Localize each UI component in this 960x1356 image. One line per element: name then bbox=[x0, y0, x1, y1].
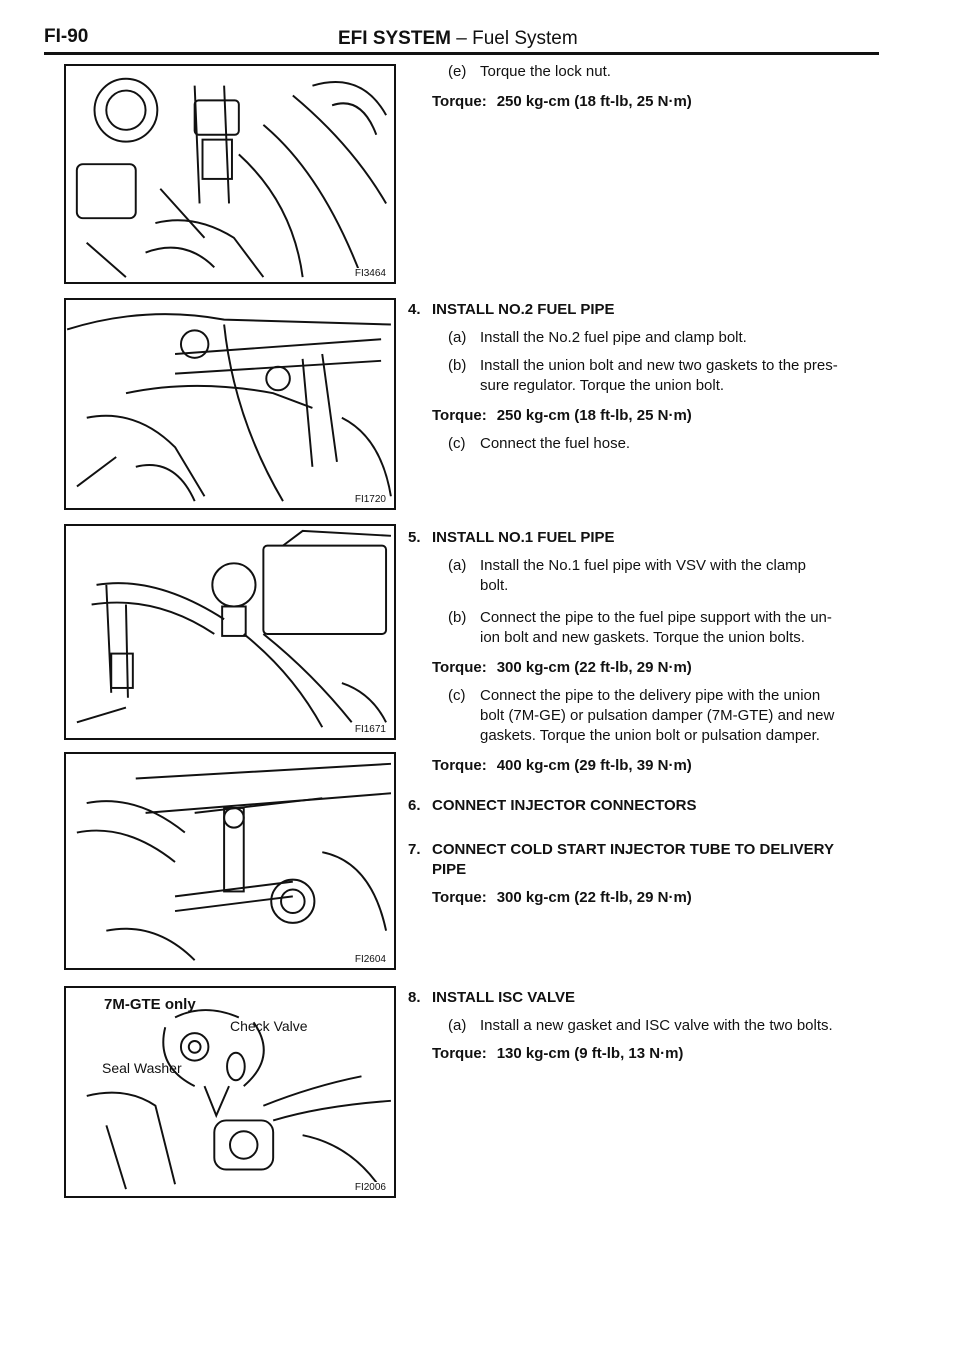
sub-text: Connect the pipe to the delivery pipe with the union bbox=[480, 687, 821, 704]
sub-text: Install a new gasket and ISC valve with the two bolts. bbox=[480, 1017, 833, 1034]
step-heading: CONNECT COLD START INJECTOR TUBE TO DELIVERY bbox=[432, 841, 834, 858]
sub-text-cont: bolt. bbox=[480, 577, 509, 594]
torque-label: Torque: bbox=[432, 659, 487, 676]
torque-label: Torque: bbox=[432, 93, 487, 110]
torque-spec bbox=[432, 406, 692, 426]
step-heading: INSTALL NO.1 FUEL PIPE bbox=[432, 529, 615, 546]
figure-code: FI2006 bbox=[354, 1182, 386, 1193]
torque-value: 130 kg-cm (9 ft-lb, 13 N·m) bbox=[496, 1045, 684, 1062]
sub-text: Install the union bolt and new two gaskets to the pres- bbox=[480, 357, 838, 374]
torque-spec bbox=[432, 1044, 683, 1064]
torque-value: 400 kg-cm (29 ft-lb, 39 N·m) bbox=[496, 757, 692, 774]
sub-label: (a) bbox=[448, 1017, 467, 1034]
figure-no2-fuel-pipe bbox=[64, 298, 396, 510]
torque-label: Torque: bbox=[432, 1045, 487, 1062]
torque-label: Torque: bbox=[432, 407, 487, 424]
torque-value: 300 kg-cm (22 ft-lb, 29 N·m) bbox=[496, 889, 692, 906]
torque-label: Torque: bbox=[432, 757, 487, 774]
figure-code: FI1720 bbox=[354, 494, 386, 505]
sub-text: Install the No.2 fuel pipe and clamp bolt. bbox=[480, 329, 747, 346]
callout-7m-gte-only: 7M-GTE only bbox=[104, 996, 196, 1013]
sub-text-cont: sure regulator. Torque the union bolt. bbox=[480, 377, 725, 394]
header-rule bbox=[44, 52, 879, 55]
callout-seal-washer: Seal Washer bbox=[102, 1060, 182, 1076]
torque-value: 300 kg-cm (22 ft-lb, 29 N·m) bbox=[496, 659, 692, 676]
figure-no1-fuel-pipe bbox=[64, 524, 396, 740]
page-number: FI-90 bbox=[44, 26, 89, 47]
torque-label: Torque: bbox=[432, 889, 487, 906]
sub-label: (b) bbox=[448, 357, 467, 374]
step-heading: INSTALL ISC VALVE bbox=[432, 989, 576, 1006]
step-number: 6. bbox=[408, 797, 421, 814]
figure-cold-start-tube bbox=[64, 752, 396, 970]
sub-label: (b) bbox=[448, 609, 467, 626]
sub-text: Torque the lock nut. bbox=[480, 63, 611, 80]
figure-code: FI1671 bbox=[354, 724, 386, 735]
sub-label: (a) bbox=[448, 557, 467, 574]
sub-text: Connect the pipe to the fuel pipe support with the un- bbox=[480, 609, 832, 626]
torque-spec bbox=[432, 756, 692, 776]
subsection-title: Fuel System bbox=[472, 28, 578, 49]
sub-label: (c) bbox=[448, 687, 466, 704]
sub-label: (a) bbox=[448, 329, 467, 346]
figure-code: FI3464 bbox=[354, 268, 386, 279]
illustration-cold-start-tube bbox=[66, 754, 394, 968]
illustration-no2-fuel-pipe bbox=[66, 300, 394, 508]
torque-value: 250 kg-cm (18 ft-lb, 25 N·m) bbox=[496, 93, 692, 110]
figure-code: FI2604 bbox=[354, 954, 386, 965]
torque-spec bbox=[432, 888, 692, 908]
torque-spec bbox=[432, 92, 692, 112]
step-number: 7. bbox=[408, 841, 421, 858]
sub-text-cont: ion bolt and new gaskets. Torque the union bolts. bbox=[480, 629, 805, 646]
step-heading-cont: PIPE bbox=[432, 861, 467, 878]
step-number: 8. bbox=[408, 989, 421, 1006]
torque-spec bbox=[432, 658, 692, 678]
sub-label: (c) bbox=[448, 435, 466, 452]
step-heading: INSTALL NO.2 FUEL PIPE bbox=[432, 301, 615, 318]
illustration-no1-fuel-pipe bbox=[66, 526, 394, 738]
sub-text-cont: bolt (7M-GE) or pulsation damper (7M-GTE) and new bbox=[480, 707, 835, 724]
instructions-column bbox=[408, 62, 888, 1212]
sub-text-cont: gaskets. Torque the union bolt or pulsation damper. bbox=[480, 727, 820, 744]
step-heading: CONNECT INJECTOR CONNECTORS bbox=[432, 797, 697, 814]
step-number: 4. bbox=[408, 301, 421, 318]
sub-text: Connect the fuel hose. bbox=[480, 435, 631, 452]
sub-label: (e) bbox=[448, 63, 467, 80]
torque-value: 250 kg-cm (18 ft-lb, 25 N·m) bbox=[496, 407, 692, 424]
illustration-lock-nut bbox=[66, 66, 394, 282]
section-title: EFI SYSTEM bbox=[338, 28, 451, 49]
figure-lock-nut bbox=[64, 64, 396, 284]
figure-isc-valve bbox=[64, 986, 396, 1198]
title-dash: – bbox=[450, 28, 473, 49]
callout-check-valve: Check Valve bbox=[230, 1018, 308, 1034]
sub-text: Install the No.1 fuel pipe with VSV with the clamp bbox=[480, 557, 807, 574]
step-number: 5. bbox=[408, 529, 421, 546]
page-header-title bbox=[338, 28, 578, 50]
